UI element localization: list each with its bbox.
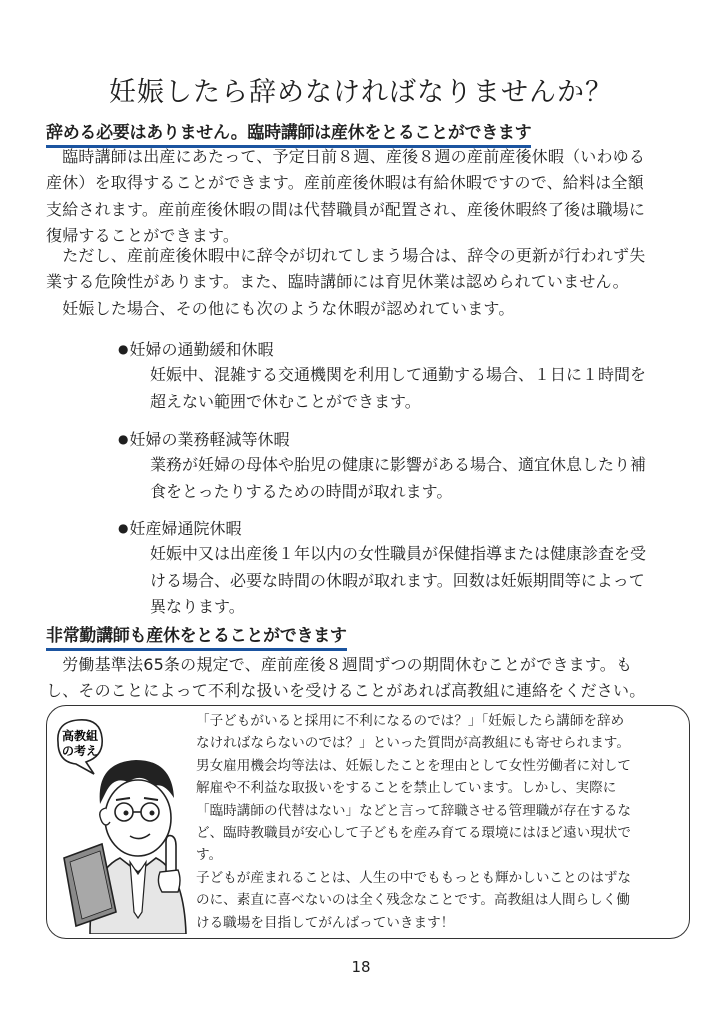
text-line: し、そのことによって不利な扱いを受けることがあれば高教組に連絡をください。	[46, 681, 646, 701]
text-line: 産休）を取得することができます。産前産後休暇は有給休暇ですので、給料は全額	[46, 173, 644, 193]
paragraph-appointment-expiry	[46, 243, 686, 296]
bullet-icon: ●	[118, 432, 129, 446]
paragraph-labor-standards	[46, 652, 686, 705]
text-line: 支給されます。産前産後休暇の間は代替職員が配置され、産後休暇終了後は職場に	[46, 199, 646, 219]
opinion-text	[196, 710, 631, 934]
text-line: 労働基準法65条の規定で、産前産後８週間ずつの期間休むことができます。も	[46, 655, 633, 674]
section-heading-part-time	[46, 621, 347, 651]
text-line: 異なります。	[150, 597, 245, 617]
bullet-icon: ●	[118, 342, 129, 356]
text-line: 妊娠した場合、その他にも次のような休暇が認めれています。	[46, 299, 515, 318]
text-line: なければならないのでは？」といった質問が高教組にも寄せられます。	[196, 735, 630, 752]
text-line: 子どもが産まれることは、人生の中でももっとも輝かしいことのはずな	[196, 869, 631, 886]
text-line: ける職場を目指してがんばっていきます！	[196, 914, 455, 931]
paragraph-temporary-lecturer	[46, 144, 686, 250]
text-line: 超えない範囲で休むことができます。	[150, 391, 421, 411]
section-heading-text: 辞める必要はありません。臨時講師は産休をとることができます	[46, 118, 531, 148]
text-line: 復帰することができます。	[46, 226, 240, 246]
bullet-icon: ●	[118, 521, 129, 535]
text-line: 業する危険性があります。また、臨時講師には育児休業は認められていません。	[46, 272, 629, 292]
paragraph-other-leaves	[46, 296, 686, 322]
text-line: 解雇や不利益な取扱いをすることを禁止しています。しかし、実際に	[196, 780, 617, 797]
leave-item-title: ●妊婦の業務軽減等休暇	[118, 430, 290, 449]
text-line: 妊娠中又は出産後１年以内の女性職員が保健指導または健康診査を受	[150, 544, 647, 563]
leave-item-title: ●妊婦の通勤緩和休暇	[118, 340, 274, 359]
text-line: 業務が妊婦の母体や胎児の健康に影響がある場合、適宜休息したり補	[150, 455, 647, 474]
badge-line: 高教組	[61, 729, 99, 743]
text-line: 「臨時講師の代替はない」などと言って辞職させる管理職が存在するな	[196, 802, 631, 819]
text-line: ただし、産前産後休暇中に辞令が切れてしまう場合は、辞令の更新が行われず失	[46, 246, 646, 265]
text-line: す。	[196, 847, 223, 864]
text-line: 男女雇用機会均等法は、妊娠したことを理由として女性労働者に対して	[196, 757, 631, 774]
text-line: 臨時講師は出産にあたって、予定日前８週、産後８週の産前産後休暇（いわゆる	[46, 147, 646, 166]
leave-item-description	[150, 541, 646, 621]
text-line: のに、素直に喜べないのは全く残念なことです。高教組は人間らしく働	[196, 892, 630, 909]
section-heading-text: 非常勤講師も産休をとることができます	[46, 621, 347, 651]
text-line: 食をとったりするための時間が取れます。	[150, 481, 453, 501]
leave-item-title: ●妊産婦通院休暇	[118, 519, 242, 538]
text-line: 妊娠中、混雑する交通機関を利用して通勤する場合、１日に１時間を	[150, 365, 647, 384]
badge-line: の考え	[61, 744, 99, 758]
leave-item-description	[150, 362, 646, 415]
text-line: 「子どもがいると採用に不利になるのでは？」「妊娠したら講師を辞め	[196, 713, 625, 729]
text-line: ど、臨時教職員が安心して子どもを産み育てる環境にはほど遠い現状で	[196, 825, 631, 842]
teacher-illustration-icon	[50, 712, 190, 934]
text-line: ける場合、必要な時間の休暇が取れます。回数は妊娠期間等によって	[150, 570, 645, 590]
page-title: 妊娠したら辞めなければなりませんか？	[109, 77, 613, 108]
leave-item-description	[150, 452, 646, 505]
page-number: 18	[351, 958, 371, 976]
